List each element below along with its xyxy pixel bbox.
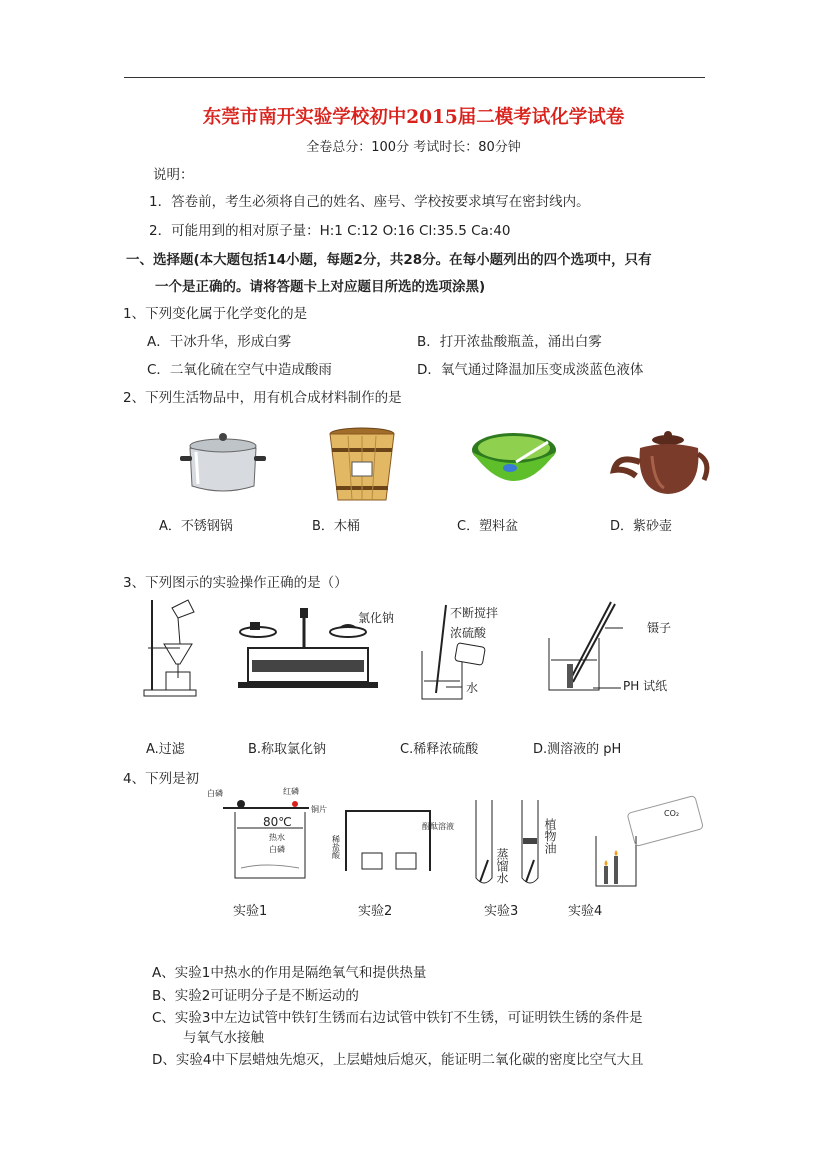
q2-stem: 2、下列生活物品中，用有机合成材料制作的是 [123,390,402,406]
label-stir: 不断搅拌 [450,606,499,620]
label-conc-acid: 浓硫酸 [450,626,487,640]
experiment-1-diagram [205,782,335,882]
q2-caption-c: C．塑料盆 [457,519,519,534]
q3-caption-a: A.过滤 [146,742,185,757]
label-tweezers: 镊子 [647,621,672,635]
label-ph-paper: PH 试纸 [623,679,668,693]
q4-option-a: A、实验1中热水的作用是隔绝氧气和提供热量 [152,965,427,981]
q4-caption-2: 实验2 [358,904,393,919]
q3-caption-b: B.称取氯化钠 [248,742,327,757]
experiment-3-diagram [470,798,570,890]
label-white-phosphorus: 白磷 [207,789,223,798]
q4-caption-4: 实验4 [568,904,603,919]
q4-caption-3: 实验3 [484,904,519,919]
header-rule [124,77,705,78]
q1-option-b: B．打开浓盐酸瓶盖，涌出白雾 [417,334,602,350]
label-phenolphthalein: 酚酞溶液 [422,822,454,831]
q3-caption-c: C.稀释浓硫酸 [400,742,479,757]
q2-caption-b: B．木桶 [312,519,360,534]
note-item-2: 2．可能用到的相对原子量：H:1 C:12 O:16 Cl:35.5 Ca:40 [149,223,511,239]
section-heading-line2: 一个是正确的。请将答题卡上对应题目所选的选项涂黑) [155,279,486,295]
q3-caption-d: D.测溶液的 pH [533,742,622,757]
clay-teapot-image [612,428,712,498]
label-distilled-water: 蒸馏水 [495,848,509,884]
filtration-diagram [140,598,210,698]
exam-info: 全卷总分：100分 考试时长：80分钟 [306,140,521,155]
label-hot-water: 热水 [269,833,285,842]
experiment-4-diagram [590,800,710,890]
label-red-phosphorus: 红磷 [283,787,299,796]
balance-diagram [238,608,398,688]
ph-test-diagram [545,596,695,696]
q4-option-c: C、实验3中左边试管中铁钉生锈而右边试管中铁钉不生锈，可证明铁生锈的条件是 [152,1010,643,1026]
label-water: 水 [466,681,479,695]
q4-stem: 4、下列是初 [123,771,200,787]
label-white-phosphorus-2: 白磷 [269,845,285,854]
label-co2: CO₂ [664,809,680,818]
wooden-bucket-image [326,426,398,506]
q1-option-d: D．氧气通过降温加压变成淡蓝色液体 [417,362,644,378]
plastic-basin-image [470,430,558,496]
section-heading-line1: 一、选择题(本大题包括14小题，每题2分，共28分。在每小题列出的四个选项中，只有 [126,252,652,268]
q2-caption-d: D．紫砂壶 [610,519,673,534]
q1-option-a: A．干冰升华，形成白雾 [147,334,292,350]
experiment-2-diagram [331,805,454,875]
notes-heading: 说明： [153,167,194,183]
label-vegetable-oil: 植物油 [543,818,557,854]
page-title: 东莞市南开实验学校初中2015届二模考试化学试卷 [202,107,625,128]
steel-pot-image [178,432,268,502]
label-nacl: 氯化钠 [358,611,395,625]
q2-caption-a: A．不锈钢锅 [159,519,233,534]
label-hcl: 稀盐酸 [331,835,341,859]
q4-option-c-cont: 与氧气水接触 [183,1030,264,1046]
q3-stem: 3、下列图示的实验操作正确的是（） [123,575,348,591]
q4-option-b: B、实验2可证明分子是不断运动的 [152,988,359,1004]
q4-option-d: D、实验4中下层蜡烛先熄灭，上层蜡烛后熄灭，能证明二氧化碳的密度比空气大且 [152,1052,644,1068]
note-item-1: 1．答卷前，考生必须将自己的姓名、座号、学校按要求填写在密封线内。 [149,194,590,210]
dilution-diagram [418,605,528,705]
q4-caption-1: 实验1 [233,904,268,919]
label-copper-sheet: 铜片 [311,805,327,814]
label-temperature: 80℃ [263,815,292,829]
q1-stem: 1、下列变化属于化学变化的是 [123,306,308,322]
q1-option-c: C．二氧化硫在空气中造成酸雨 [147,362,332,378]
